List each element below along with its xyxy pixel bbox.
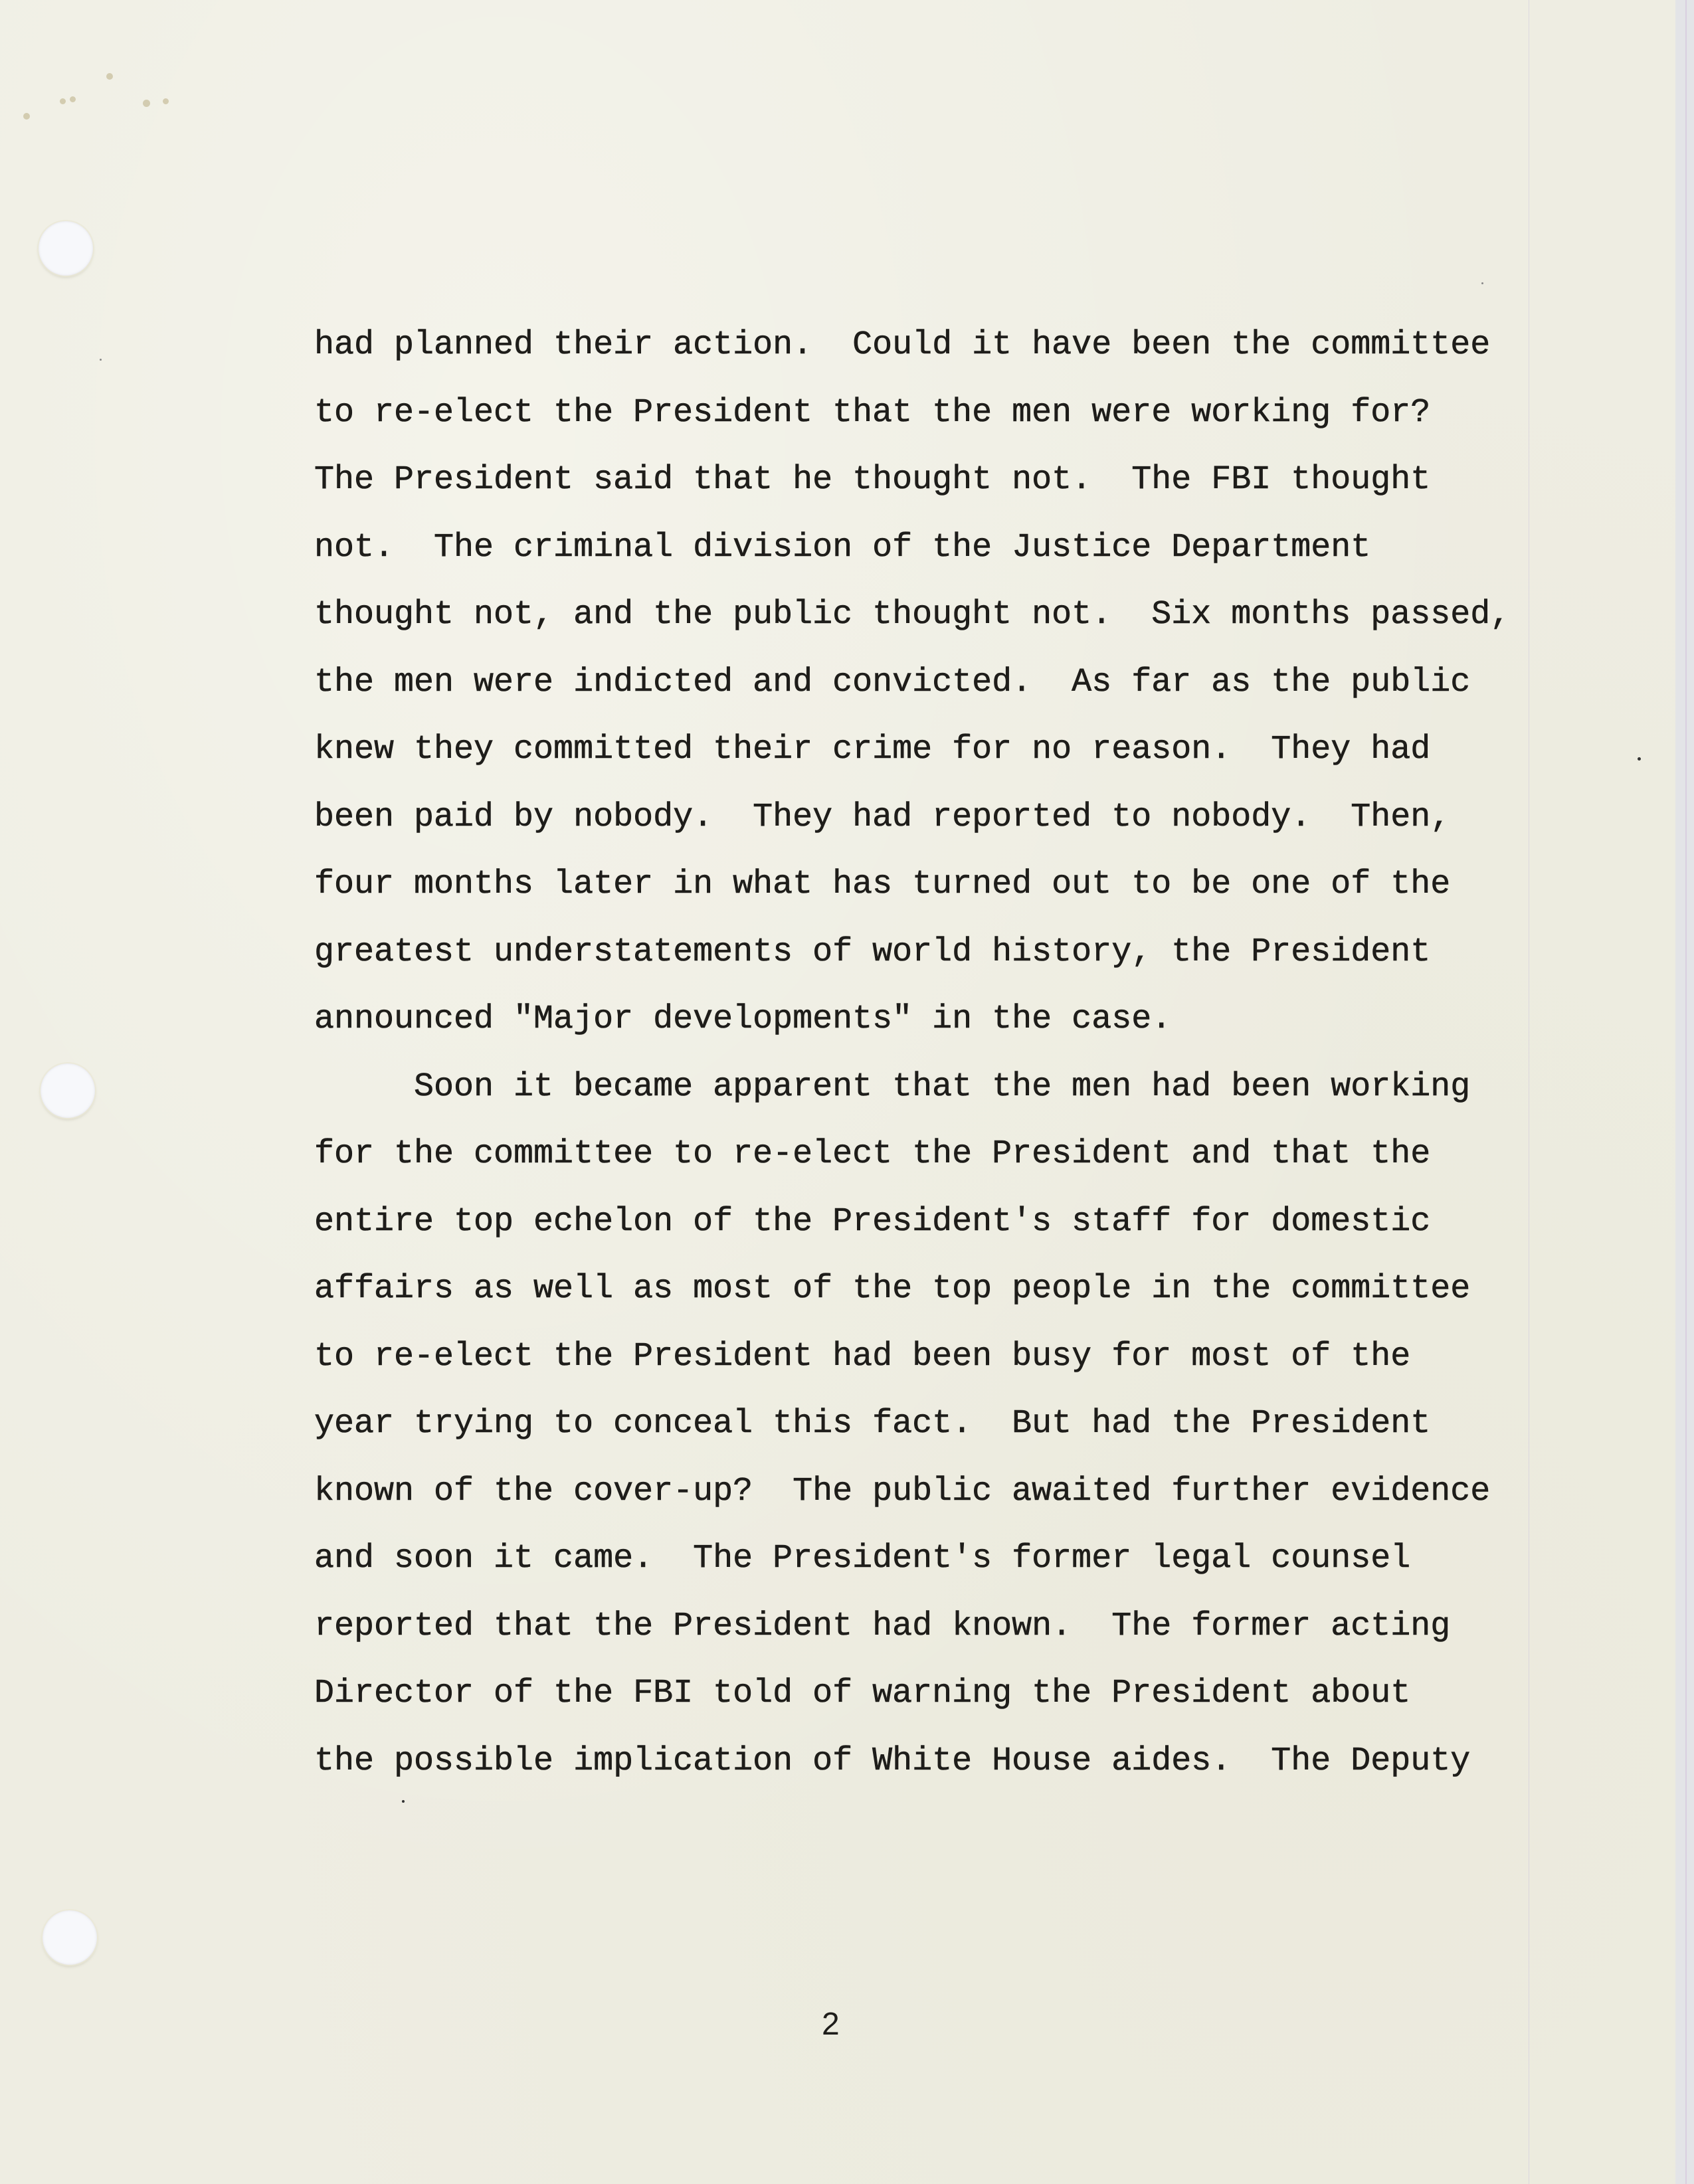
text-line: announced "Major developments" in the case. [314, 1000, 1172, 1038]
page-number: 2 [822, 2007, 840, 2042]
text-line: entire top echelon of the President's staff for domestic [314, 1203, 1431, 1241]
text-line: four months later in what has turned out to be one of the [314, 865, 1451, 903]
text-line: affairs as well as most of the top people in the committee [314, 1270, 1471, 1308]
punch-hole-icon [43, 1910, 97, 1965]
typewritten-body [314, 0, 1610, 1780]
text-line: had planned their action. Could it have been the committee [314, 326, 1491, 364]
text-line: the men were indicted and convicted. As far as the public [314, 664, 1471, 701]
text-line: for the committee to re-elect the President and that the [314, 1135, 1431, 1173]
paper-stain [163, 98, 169, 104]
text-line: and soon it came. The President's former legal counsel [314, 1540, 1411, 1578]
text-line: Director of the FBI told of warning the President about [314, 1675, 1411, 1712]
paper-stain [70, 96, 76, 102]
paper-stain [143, 100, 150, 107]
text-line: Soon it became apparent that the men had been working [314, 1068, 1471, 1106]
text-line: The President said that he thought not. The FBI thought [314, 461, 1431, 499]
paper-stain [106, 73, 113, 80]
punch-hole-icon [41, 1063, 95, 1118]
text-line: to re-elect the President had been busy for most of the [314, 1338, 1411, 1376]
scan-margin-edge [1685, 0, 1687, 2184]
text-line: been paid by nobody. They had reported to nobody. Then, [314, 798, 1451, 836]
scan-margin [1675, 0, 1694, 2184]
text-line: year trying to conceal this fact. But had the President [314, 1405, 1431, 1443]
paper-stain [60, 98, 66, 104]
text-line: the possible implication of White House aides. The Deputy [314, 1742, 1471, 1780]
text-line: knew they committed their crime for no reason. They had [314, 731, 1431, 769]
ink-speck [1638, 757, 1641, 761]
punch-hole-icon [39, 221, 93, 276]
text-line: greatest understatements of world history, the President [314, 933, 1431, 971]
ink-speck [100, 359, 102, 361]
paper-stain [23, 113, 30, 120]
text-line: reported that the President had known. The former acting [314, 1607, 1451, 1645]
ink-speck [402, 1800, 405, 1803]
text-line: thought not, and the public thought not. Six months passed, [314, 596, 1511, 634]
text-line: to re-elect the President that the men were working for? [314, 394, 1431, 432]
text-line: known of the cover-up? The public awaited further evidence [314, 1473, 1491, 1510]
text-line: not. The criminal division of the Justice Department [314, 529, 1371, 567]
